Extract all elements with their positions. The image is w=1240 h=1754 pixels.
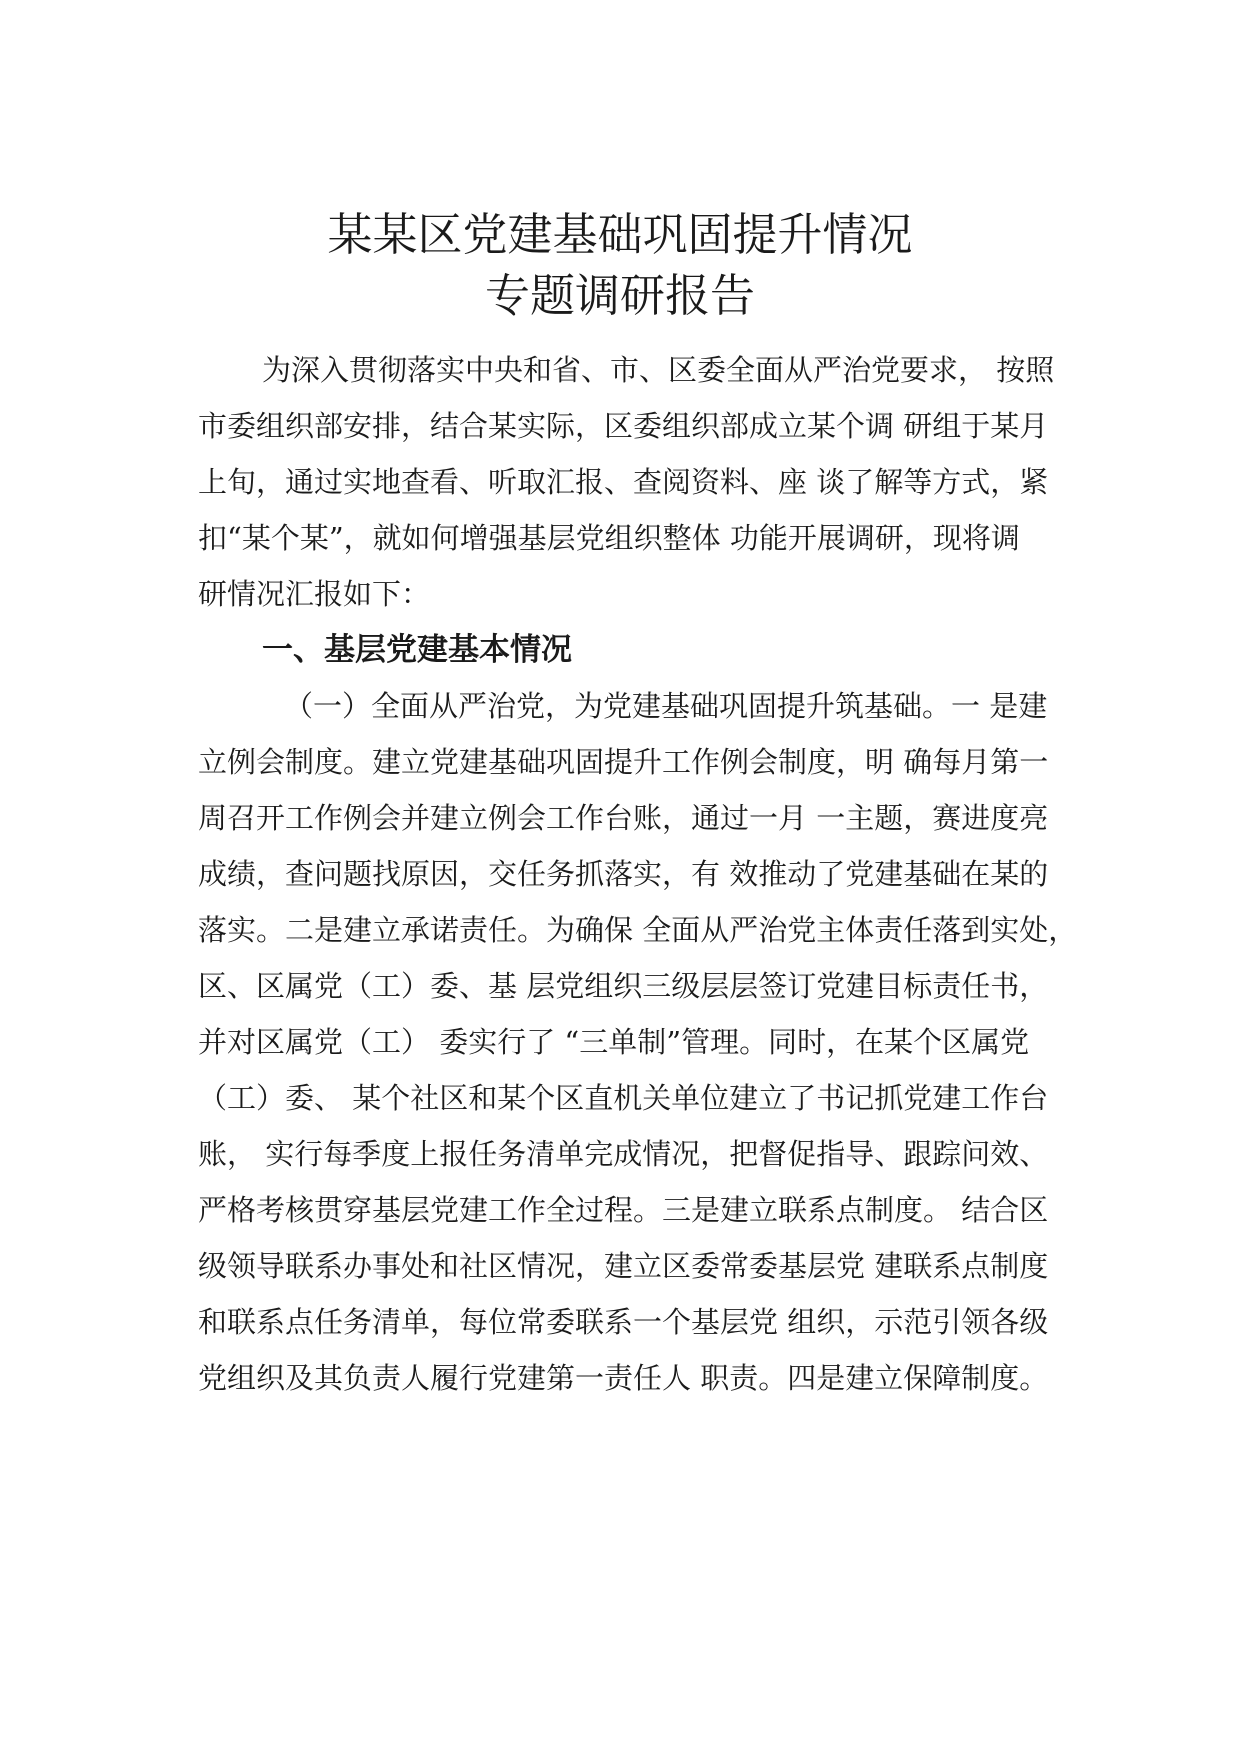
section1-line-8: （工）委、 某个社区和某个区直机关单位建立了书记抓党建工作台	[198, 1081, 1049, 1115]
section1-line-6: 区、区属党（工）委、基 层党组织三级层层签订党建目标责任书，	[198, 969, 1049, 1003]
section1-line-12: 和联系点任务清单，每位常委联系一个基层党 组织，示范引领各级	[198, 1305, 1049, 1339]
section-heading-1: 一、基层党建基本情况	[262, 632, 572, 668]
intro-line-3: 上旬，通过实地查看、听取汇报、查阅资料、座 谈了解等方式，紧	[198, 465, 1049, 499]
intro-line-1: 为深入贯彻落实中央和省、市、区委全面从严治党要求， 按照	[262, 353, 1055, 387]
section1-line-9: 账， 实行每季度上报任务清单完成情况，把督促指导、跟踪问效、	[198, 1137, 1049, 1171]
section1-line-11: 级领导联系办事处和社区情况，建立区委常委基层党 建联系点制度	[198, 1249, 1049, 1283]
document-title-line-1: 某某区党建基础巩固提升情况	[327, 208, 913, 261]
section1-line-5: 落实。二是建立承诺责任。为确保 全面从严治党主体责任落到实处，	[198, 913, 1078, 947]
section1-line-1: （一）全面从严治党，为党建基础巩固提升筑基础。一 是建	[284, 689, 1048, 723]
document-title-line-2: 专题调研报告	[484, 269, 755, 322]
section1-line-13: 党组织及其负责人履行党建第一责任人 职责。四是建立保障制度。	[198, 1361, 1049, 1395]
section1-line-10: 严格考核贯穿基层党建工作全过程。三是建立联系点制度。 结合区	[198, 1193, 1049, 1227]
section1-line-7: 并对区属党（工） 委实行了 “三单制”管理。同时，在某个区属党	[198, 1025, 1030, 1059]
section1-line-2: 立例会制度。建立党建基础巩固提升工作例会制度，明 确每月第一	[198, 745, 1049, 779]
intro-line-4: 扣“某个某”，就如何增强基层党组织整体 功能开展调研，现将调	[198, 521, 1020, 555]
intro-line-5: 研情况汇报如下：	[198, 577, 431, 611]
section1-line-3: 周召开工作例会并建立例会工作台账，通过一月 一主题，赛进度亮	[198, 801, 1049, 835]
intro-line-2: 市委组织部安排，结合某实际，区委组织部成立某个调 研组于某月	[198, 409, 1049, 443]
section1-line-4: 成绩，查问题找原因，交任务抓落实，有 效推动了党建基础在某的	[198, 857, 1049, 891]
